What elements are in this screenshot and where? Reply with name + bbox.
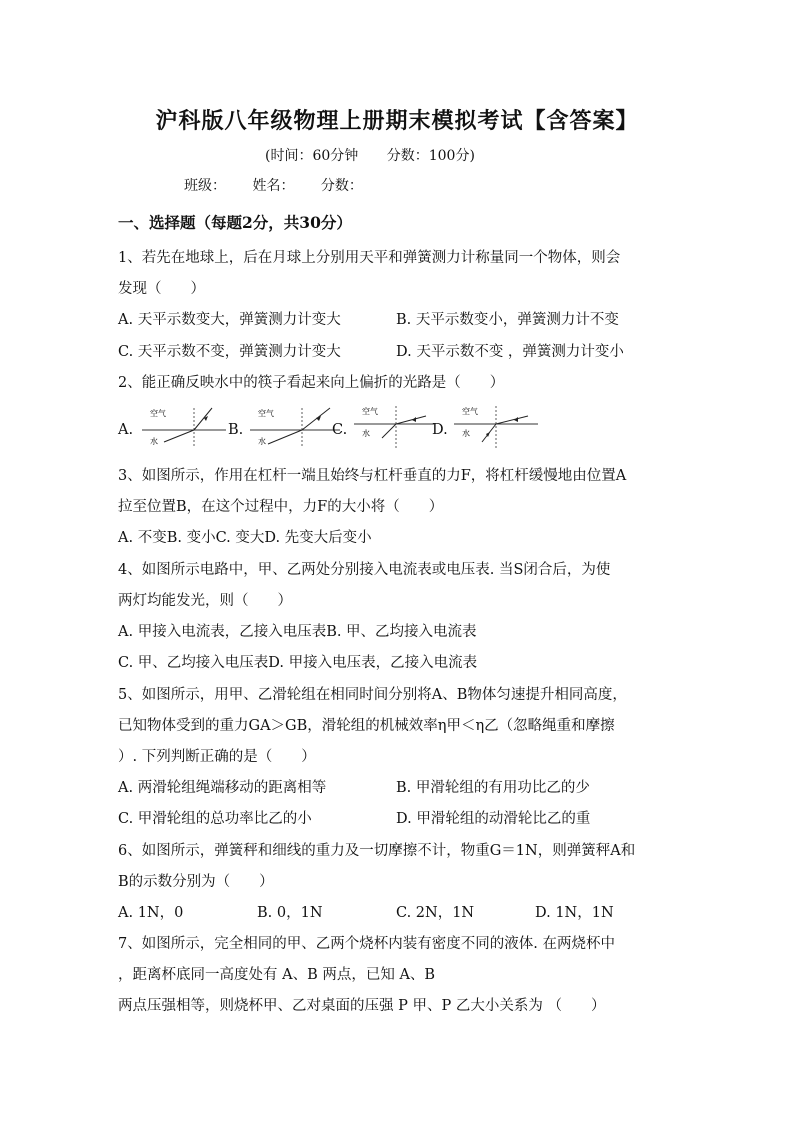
q2-diagram-b: [250, 404, 340, 448]
svg-text:水: 水: [462, 429, 470, 438]
q3-stem-line1: 3、如图所示，作用在杠杆一端且始终与杠杆垂直的力F，将杠杆缓慢地由位置A: [118, 468, 627, 484]
q6-stem-line2: B的示数分别为（ ）: [118, 874, 274, 890]
q1-stem-line2: 发现（ ）: [118, 281, 205, 297]
q1-stem-line1: 1、若先在地球上，后在月球上分别用天平和弹簧测力计称量同一个物体，则会: [118, 250, 621, 266]
q5-stem-line2: 已知物体受到的重力GA＞GB，滑轮组的机械效率η甲＜η乙（忽略绳重和摩擦: [118, 718, 615, 734]
q2-stem: 2、能正确反映水中的筷子看起来向上偏折的光路是（ ）: [118, 375, 505, 391]
svg-text:空气: 空气: [258, 409, 274, 418]
q1-option-a: A. 天平示数变大，弹簧测力计变大: [118, 312, 341, 328]
q2-diagram-a: [142, 404, 226, 448]
svg-text:空气: 空气: [150, 409, 166, 418]
q2-label-d: D.: [432, 422, 448, 438]
q2-label-b: B.: [228, 422, 244, 438]
q2-diagram-d: [454, 404, 538, 448]
svg-text:水: 水: [150, 437, 158, 446]
q6-option-d: D. 1N，1N: [535, 905, 614, 921]
q6-option-b: B. 0，1N: [257, 905, 323, 921]
section-heading: 一、选择题（每题2分，共30分）: [118, 213, 352, 232]
exam-meta: [265, 145, 499, 165]
q1-option-c: C. 天平示数不变，弹簧测力计变大: [118, 344, 341, 360]
student-info: [184, 175, 385, 195]
q4-options-cd: C. 甲、乙均接入电压表D. 甲接入电压表，乙接入电流表: [118, 655, 478, 671]
q5-option-a: A. 两滑轮组绳端移动的距离相等: [118, 780, 327, 796]
svg-text:水: 水: [362, 429, 370, 438]
q2-diagram-c: [354, 404, 434, 448]
q3-options: A. 不变B. 变小C. 变大D. 先变大后变小: [118, 530, 372, 546]
q5-option-c: C. 甲滑轮组的总功率比乙的小: [118, 811, 312, 827]
q1-option-b: B. 天平示数变小，弹簧测力计不变: [396, 312, 619, 328]
q2-label-c: C.: [332, 422, 348, 438]
q5-option-d: D. 甲滑轮组的动滑轮比乙的重: [396, 811, 591, 827]
class-label: 班级：: [184, 178, 226, 194]
score-label: 分数：: [320, 178, 363, 194]
q2-label-a: A.: [118, 422, 134, 438]
svg-text:空气: 空气: [462, 407, 478, 416]
q2-diagram-row: [118, 404, 538, 456]
page-title: 沪科版八年级物理上册期末模拟考试【含答案】: [155, 108, 639, 134]
q5-option-b: B. 甲滑轮组的有用功比乙的少: [396, 780, 590, 796]
q5-stem-line3: ）. 下列判断正确的是（ ）: [118, 749, 316, 765]
name-label: 姓名：: [252, 178, 295, 194]
q4-stem-line1: 4、如图所示电路中，甲、乙两处分别接入电流表或电压表. 当S闭合后，为使: [118, 562, 611, 578]
q5-stem-line1: 5、如图所示，用甲、乙滑轮组在相同时间分别将A、B物体匀速提升相同高度，: [118, 687, 627, 703]
q7-stem-line3: 两点压强相等，则烧杯甲、乙对桌面的压强 P 甲、P 乙大小关系为 （ ）: [118, 998, 606, 1014]
q7-stem-line1: 7、如图所示，完全相同的甲、乙两个烧杯内装有密度不同的液体. 在两烧杯中: [118, 936, 615, 952]
exam-total-score: 分数：100分): [386, 148, 475, 164]
q7-stem-line2: ，距离杯底同一高度处有 A、B 两点，已知 A、B: [118, 967, 436, 983]
q6-stem-line1: 6、如图所示，弹簧秤和细线的重力及一切摩擦不计，物重G＝1N，则弹簧秤A和: [118, 843, 636, 859]
exam-time: (时间：60分钟: [265, 148, 359, 164]
q1-option-d: D. 天平示数不变 ，弹簧测力计变小: [396, 344, 624, 360]
q6-option-a: A. 1N，0: [118, 905, 184, 921]
svg-text:空气: 空气: [362, 407, 378, 416]
q6-option-c: C. 2N，1N: [396, 905, 475, 921]
q3-stem-line2: 拉至位置B，在这个过程中，力F的大小将（ ）: [118, 499, 444, 515]
q4-options-ab: A. 甲接入电流表，乙接入电压表B. 甲、乙均接入电流表: [118, 624, 477, 640]
q4-stem-line2: 两灯均能发光，则（ ）: [118, 593, 292, 609]
svg-text:水: 水: [258, 437, 266, 446]
